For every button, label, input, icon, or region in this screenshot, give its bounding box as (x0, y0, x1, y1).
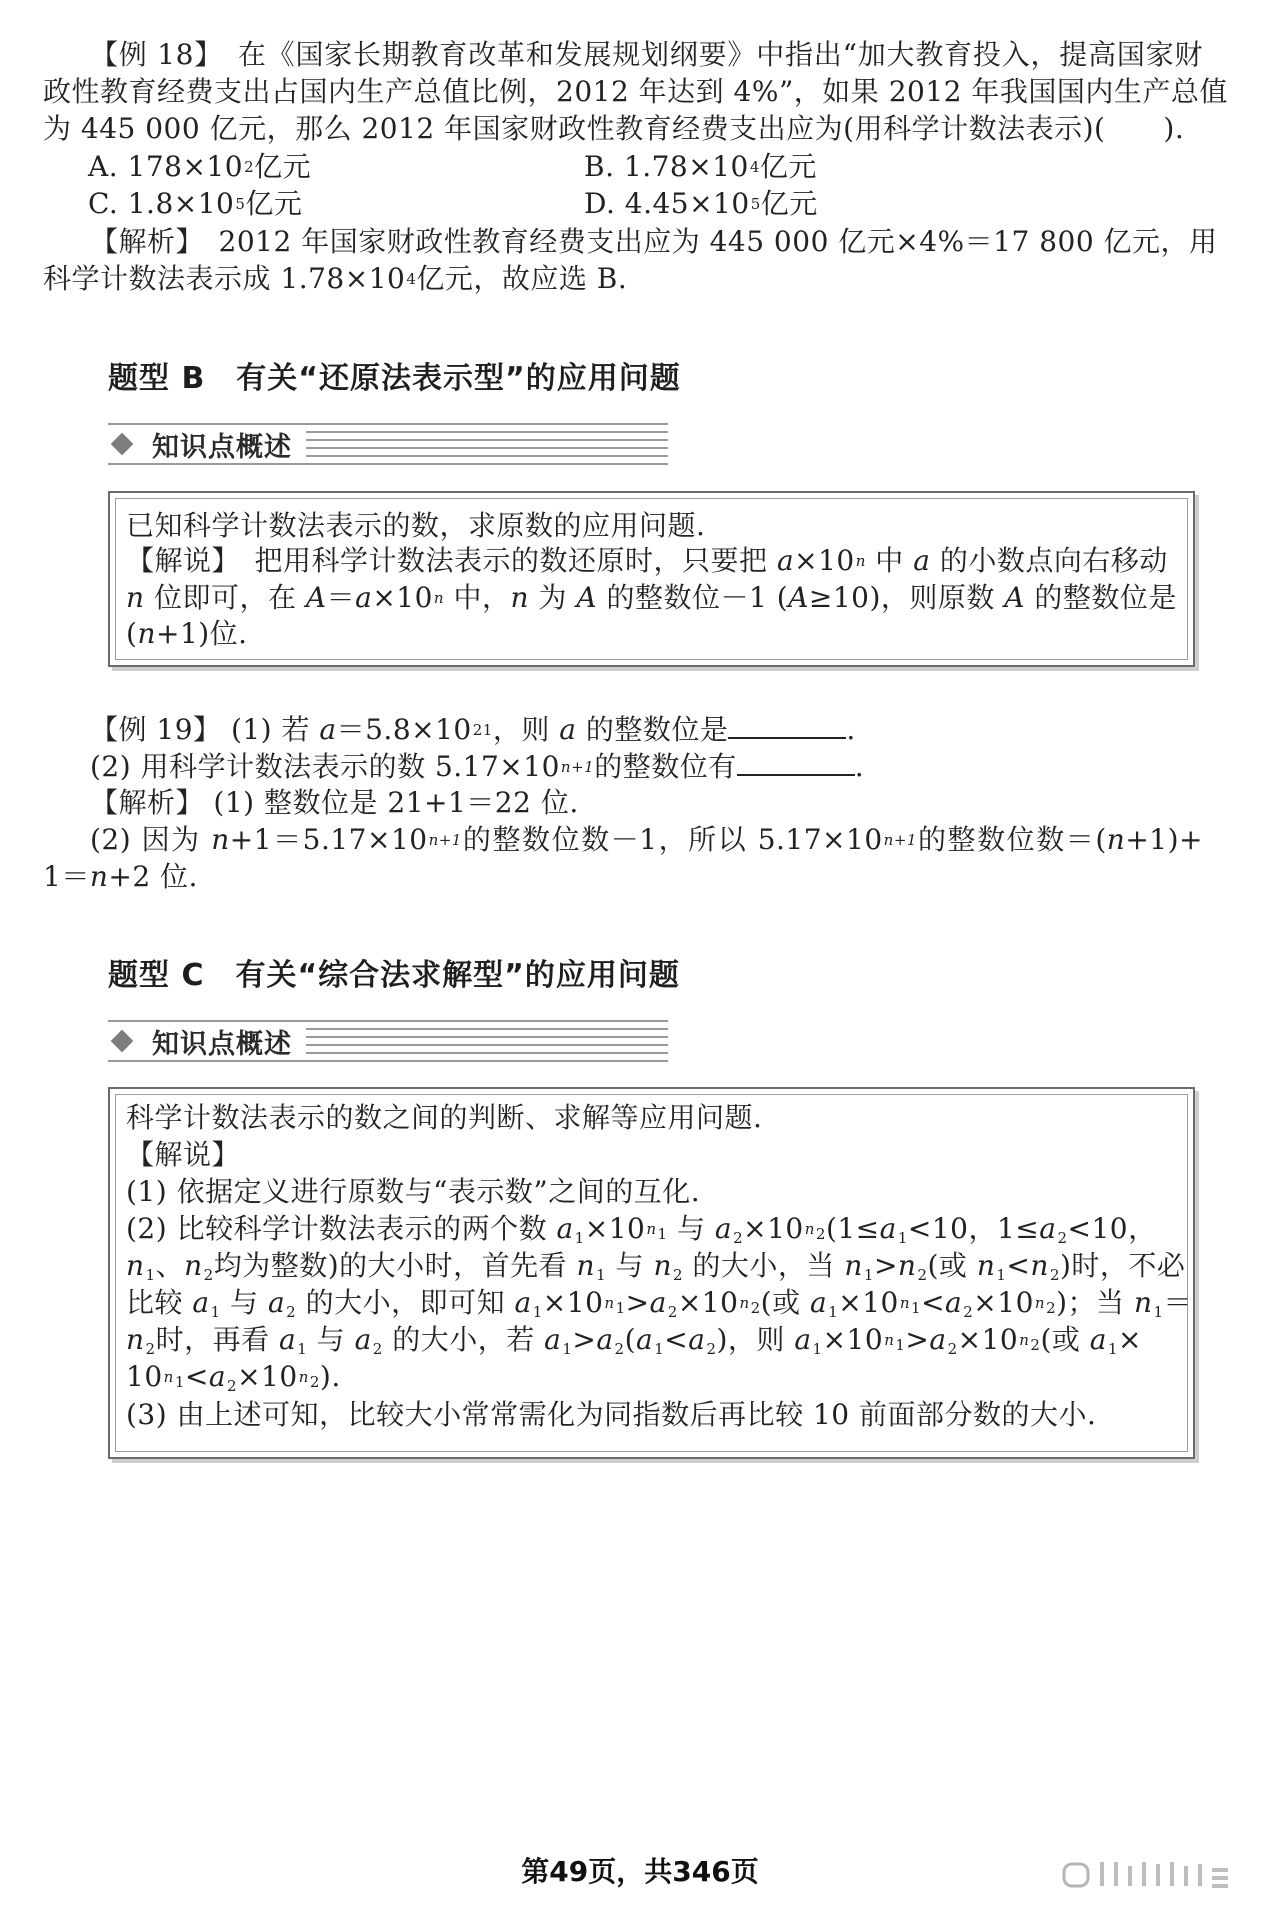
box-c-explain-tag: 【解说】 (126, 1138, 241, 1171)
answer-blank-1[interactable] (728, 711, 846, 739)
example19-analysis-2: (2) 因为 $n+1=5.17\times 10^{n+1}$的整数位数－1，所以 $5.17\times 10^{n+1}$的整数位数＝(n+1)+ (90, 823, 1203, 856)
box-b-line3: n 位即可，在 $A=a\times 10^n$ 中，n 为 A 的整数位－1 (A≥10)，则原数 A 的整数位是 (126, 581, 1177, 614)
example18-line3: 为 445 000 亿元，那么 2012 年国家财政性教育经费支出应为(用科学计数法表示)( ). (43, 112, 1185, 145)
box-c-item7: (3) 由上述可知，比较大小常常需化为同指数后再比较 10 前面部分数的大小. (126, 1398, 1097, 1431)
box-b-line4: (n+1)位. (126, 617, 248, 650)
example19-q1: 【例 19】 (1) 若 $a=5.8\times 10^{21}$，则 a 的整数位是 . (90, 713, 856, 746)
page-number-footer: 第49页，共346页 (521, 1855, 759, 1888)
box-c-item5: $n_2$时，再看 $a_1$ 与 $a_2$ 的大小，若 $a_1>a_2(a_1<a_2)$，则 $a_1\times 10^{n_1}>a_2\times 10^{n_2}$(或 $a_1\times$ (126, 1323, 1142, 1358)
diamond-icon (111, 1030, 134, 1053)
example18-analysis-line1: 【解析】 2012 年国家财政性教育经费支出应为 445 000 亿元×4%＝17 800 亿元，用 (90, 225, 1218, 258)
example19-analysis-3: 1＝n+2 位. (43, 860, 198, 893)
diamond-icon (111, 433, 134, 456)
section-c-summary-box (108, 1087, 1195, 1459)
example19-q2: (2) 用科学计数法表示的数 $5.17\times 10^{n+1}$的整数位有 . (90, 750, 865, 783)
section-c-knowledge-banner (108, 1016, 668, 1068)
box-b-line2: 【解说】 把用科学计数法表示的数还原时，只要把 $a\times 10^n$ 中 a 的小数点向右移动 (126, 544, 1168, 577)
knowledge-overview-label: 知识点概述 (152, 1028, 292, 1060)
box-c-item2: (2) 比较科学计数法表示的两个数 $a_1\times 10^{n_1}$ 与 $a_2\times 10^{n_2}(1\le a_1<10$，$1\le a_2<10$， (126, 1212, 1157, 1247)
section-b-title: 题型 B 有关“还原法表示型”的应用问题 (108, 361, 681, 396)
knowledge-overview-label: 知识点概述 (152, 431, 292, 463)
box-c-line1: 科学计数法表示的数之间的判断、求解等应用问题. (126, 1101, 763, 1134)
box-c-item3: $n_1$、$n_2$均为整数)的大小时，首先看 $n_1$ 与 $n_2$ 的大小，当 $n_1>n_2$(或 $n_1<n_2$)时，不必 (126, 1249, 1186, 1284)
section-b-summary-box (108, 491, 1195, 667)
option-a: A. $178\times 10^2$亿元 (88, 150, 312, 183)
section-b-knowledge-banner (108, 419, 668, 471)
box-c-item1: (1) 依据定义进行原数与“表示数”之间的互化. (126, 1175, 701, 1208)
example18-line1: 【例 18】 在《国家长期教育改革和发展规划纲要》中指出“加大教育投入，提高国家财 (90, 38, 1203, 71)
option-c: C. $1.8\times 10^5$亿元 (88, 187, 303, 220)
example18-line2: 政性教育经费支出占国内生产总值比例，2012 年达到 4%”，如果 2012 年我国国内生产总值 (43, 75, 1228, 108)
option-d: D. $4.45\times 10^5$亿元 (584, 187, 818, 220)
example19-analysis-1: 【解析】 (1) 整数位是 21+1＝22 位. (90, 786, 579, 819)
box-c-item4: 比较 $a_1$ 与 $a_2$ 的大小，即可知 $a_1\times 10^{n_1}>a_2\times 10^{n_2}$(或 $a_1\times 10^{n_1}<a_2\times 10^{n_2}$)；当 $n_1=$ (126, 1286, 1193, 1321)
option-b: B. $1.78\times 10^4$亿元 (584, 150, 817, 183)
box-b-line1: 已知科学计数法表示的数，求原数的应用问题. (126, 509, 706, 542)
example18-analysis-line2: 科学计数法表示成 $1.78\times 10^4$亿元，故应选 B. (43, 262, 628, 295)
box-c-item6: $10^{n_1}<a_2\times 10^{n_2}$). (126, 1360, 341, 1395)
watermark-icon (1062, 1858, 1232, 1890)
answer-blank-2[interactable] (737, 748, 855, 776)
section-c-title: 题型 C 有关“综合法求解型”的应用问题 (108, 958, 680, 993)
